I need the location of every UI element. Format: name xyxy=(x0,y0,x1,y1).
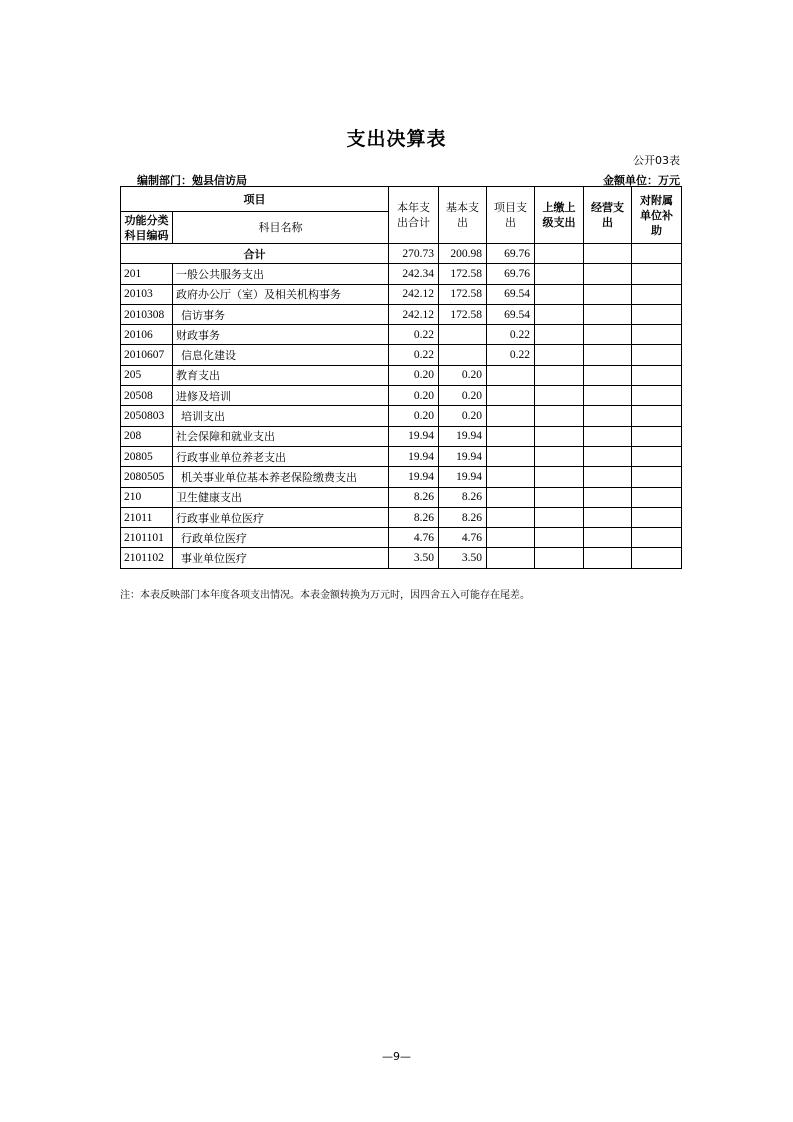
department-label: 编制部门：勉县信访局 xyxy=(137,174,247,187)
amount-total: 19.94 xyxy=(389,426,439,446)
page-number: —9— xyxy=(382,1050,411,1063)
header-item: 项目 xyxy=(121,187,389,212)
amount-subsidy xyxy=(632,446,682,466)
amount-project xyxy=(487,365,535,385)
amount-upper xyxy=(535,345,584,365)
amount-subsidy xyxy=(632,548,682,568)
header-upper: 上缴上级支出 xyxy=(535,187,584,244)
amount-basic: 8.26 xyxy=(439,507,487,527)
table-row xyxy=(121,304,682,324)
amount-subsidy xyxy=(632,426,682,446)
amount-upper xyxy=(535,386,584,406)
amount-subsidy xyxy=(632,487,682,507)
header-business: 经营支出 xyxy=(584,187,632,244)
subject-name: 行政事业单位医疗 xyxy=(173,507,389,527)
amount-project xyxy=(487,487,535,507)
table-row xyxy=(121,325,682,345)
total-business xyxy=(584,244,632,264)
header-total: 本年支出合计 xyxy=(389,187,439,244)
amount-business xyxy=(584,548,632,568)
header-project: 项目支出 xyxy=(487,187,535,244)
subject-name: 社会保障和就业支出 xyxy=(173,426,389,446)
amount-project xyxy=(487,548,535,568)
amount-basic xyxy=(439,325,487,345)
amount-project: 69.54 xyxy=(487,284,535,304)
amount-business xyxy=(584,345,632,365)
footnote: 注：本表反映部门本年度各项支出情况。本表金额转换为万元时，因四舍五入可能存在尾差。 xyxy=(120,590,530,601)
amount-upper xyxy=(535,467,584,487)
subject-name: 进修及培训 xyxy=(173,386,389,406)
subject-code: 20805 xyxy=(121,446,173,466)
amount-business xyxy=(584,304,632,324)
amount-basic: 0.20 xyxy=(439,365,487,385)
table-row xyxy=(121,386,682,406)
amount-project: 69.54 xyxy=(487,304,535,324)
amount-basic: 172.58 xyxy=(439,304,487,324)
amount-business xyxy=(584,426,632,446)
amount-upper xyxy=(535,304,584,324)
amount-total: 8.26 xyxy=(389,487,439,507)
table-row xyxy=(121,446,682,466)
header-subsidy: 对附属单位补助 xyxy=(632,187,682,244)
total-row xyxy=(121,244,682,264)
subject-code: 2101101 xyxy=(121,528,173,548)
total-project: 69.76 xyxy=(487,244,535,264)
amount-total: 0.20 xyxy=(389,406,439,426)
subject-name: 财政事务 xyxy=(173,325,389,345)
amount-project: 69.76 xyxy=(487,264,535,284)
amount-total: 4.76 xyxy=(389,528,439,548)
amount-upper xyxy=(535,284,584,304)
page-title: 支出决算表 xyxy=(346,128,447,150)
subject-name: 培训支出 xyxy=(173,406,389,426)
amount-basic: 3.50 xyxy=(439,548,487,568)
amount-basic: 19.94 xyxy=(439,467,487,487)
amount-subsidy xyxy=(632,467,682,487)
amount-subsidy xyxy=(632,507,682,527)
amount-subsidy xyxy=(632,325,682,345)
amount-total: 0.22 xyxy=(389,345,439,365)
subject-code: 2010308 xyxy=(121,304,173,324)
amount-upper xyxy=(535,325,584,345)
amount-upper xyxy=(535,548,584,568)
amount-project xyxy=(487,426,535,446)
header-name: 科目名称 xyxy=(173,212,389,244)
amount-upper xyxy=(535,507,584,527)
amount-business xyxy=(584,264,632,284)
amount-basic: 172.58 xyxy=(439,264,487,284)
amount-subsidy xyxy=(632,264,682,284)
amount-total: 0.22 xyxy=(389,325,439,345)
subject-name: 事业单位医疗 xyxy=(173,548,389,568)
table-row xyxy=(121,467,682,487)
amount-basic xyxy=(439,345,487,365)
table-row xyxy=(121,528,682,548)
amount-total: 19.94 xyxy=(389,446,439,466)
amount-basic: 4.76 xyxy=(439,528,487,548)
subject-name: 机关事业单位基本养老保险缴费支出 xyxy=(173,467,389,487)
amount-subsidy xyxy=(632,386,682,406)
amount-upper xyxy=(535,487,584,507)
amount-project xyxy=(487,386,535,406)
amount-total: 3.50 xyxy=(389,548,439,568)
header-code: 功能分类科目编码 xyxy=(121,212,173,244)
amount-project xyxy=(487,406,535,426)
table-row xyxy=(121,426,682,446)
amount-basic: 0.20 xyxy=(439,386,487,406)
amount-subsidy xyxy=(632,406,682,426)
amount-total: 0.20 xyxy=(389,365,439,385)
total-amount: 270.73 xyxy=(389,244,439,264)
amount-total: 242.12 xyxy=(389,284,439,304)
form-number: 公开03表 xyxy=(633,154,680,167)
subject-name: 信访事务 xyxy=(173,304,389,324)
subject-code: 20106 xyxy=(121,325,173,345)
amount-project: 0.22 xyxy=(487,325,535,345)
subject-code: 210 xyxy=(121,487,173,507)
amount-project xyxy=(487,507,535,527)
amount-business xyxy=(584,528,632,548)
amount-total: 242.34 xyxy=(389,264,439,284)
amount-upper xyxy=(535,406,584,426)
table-row xyxy=(121,548,682,568)
amount-upper xyxy=(535,426,584,446)
amount-basic: 19.94 xyxy=(439,446,487,466)
amount-upper xyxy=(535,264,584,284)
total-subsidy xyxy=(632,244,682,264)
table-row xyxy=(121,365,682,385)
amount-subsidy xyxy=(632,365,682,385)
amount-subsidy xyxy=(632,345,682,365)
subject-code: 205 xyxy=(121,365,173,385)
amount-basic: 8.26 xyxy=(439,487,487,507)
expenditure-table xyxy=(120,186,682,569)
subject-name: 行政单位医疗 xyxy=(173,528,389,548)
subject-code: 2010607 xyxy=(121,345,173,365)
subject-name: 教育支出 xyxy=(173,365,389,385)
table-row xyxy=(121,507,682,527)
table-row xyxy=(121,487,682,507)
amount-business xyxy=(584,284,632,304)
table-row xyxy=(121,264,682,284)
amount-project xyxy=(487,528,535,548)
amount-total: 19.94 xyxy=(389,467,439,487)
table-row xyxy=(121,345,682,365)
amount-total: 242.12 xyxy=(389,304,439,324)
amount-upper xyxy=(535,528,584,548)
amount-project xyxy=(487,467,535,487)
subject-name: 一般公共服务支出 xyxy=(173,264,389,284)
subject-name: 政府办公厅（室）及相关机构事务 xyxy=(173,284,389,304)
subject-code: 201 xyxy=(121,264,173,284)
table-row xyxy=(121,284,682,304)
subject-code: 20103 xyxy=(121,284,173,304)
amount-business xyxy=(584,487,632,507)
amount-business xyxy=(584,507,632,527)
subject-name: 卫生健康支出 xyxy=(173,487,389,507)
subject-code: 2101102 xyxy=(121,548,173,568)
amount-subsidy xyxy=(632,304,682,324)
amount-basic: 19.94 xyxy=(439,426,487,446)
amount-upper xyxy=(535,365,584,385)
header-basic: 基本支出 xyxy=(439,187,487,244)
amount-business xyxy=(584,386,632,406)
total-basic: 200.98 xyxy=(439,244,487,264)
total-upper xyxy=(535,244,584,264)
amount-total: 0.20 xyxy=(389,386,439,406)
amount-unit-label: 金额单位：万元 xyxy=(603,174,680,187)
amount-subsidy xyxy=(632,284,682,304)
total-label: 合计 xyxy=(121,244,389,264)
amount-business xyxy=(584,365,632,385)
amount-business xyxy=(584,325,632,345)
subject-code: 208 xyxy=(121,426,173,446)
subject-name: 行政事业单位养老支出 xyxy=(173,446,389,466)
subject-code: 21011 xyxy=(121,507,173,527)
amount-business xyxy=(584,406,632,426)
amount-upper xyxy=(535,446,584,466)
amount-project: 0.22 xyxy=(487,345,535,365)
amount-project xyxy=(487,446,535,466)
subject-code: 2050803 xyxy=(121,406,173,426)
table-row xyxy=(121,406,682,426)
amount-business xyxy=(584,467,632,487)
subject-code: 2080505 xyxy=(121,467,173,487)
subject-code: 20508 xyxy=(121,386,173,406)
amount-basic: 172.58 xyxy=(439,284,487,304)
amount-business xyxy=(584,446,632,466)
amount-total: 8.26 xyxy=(389,507,439,527)
amount-basic: 0.20 xyxy=(439,406,487,426)
amount-subsidy xyxy=(632,528,682,548)
subject-name: 信息化建设 xyxy=(173,345,389,365)
